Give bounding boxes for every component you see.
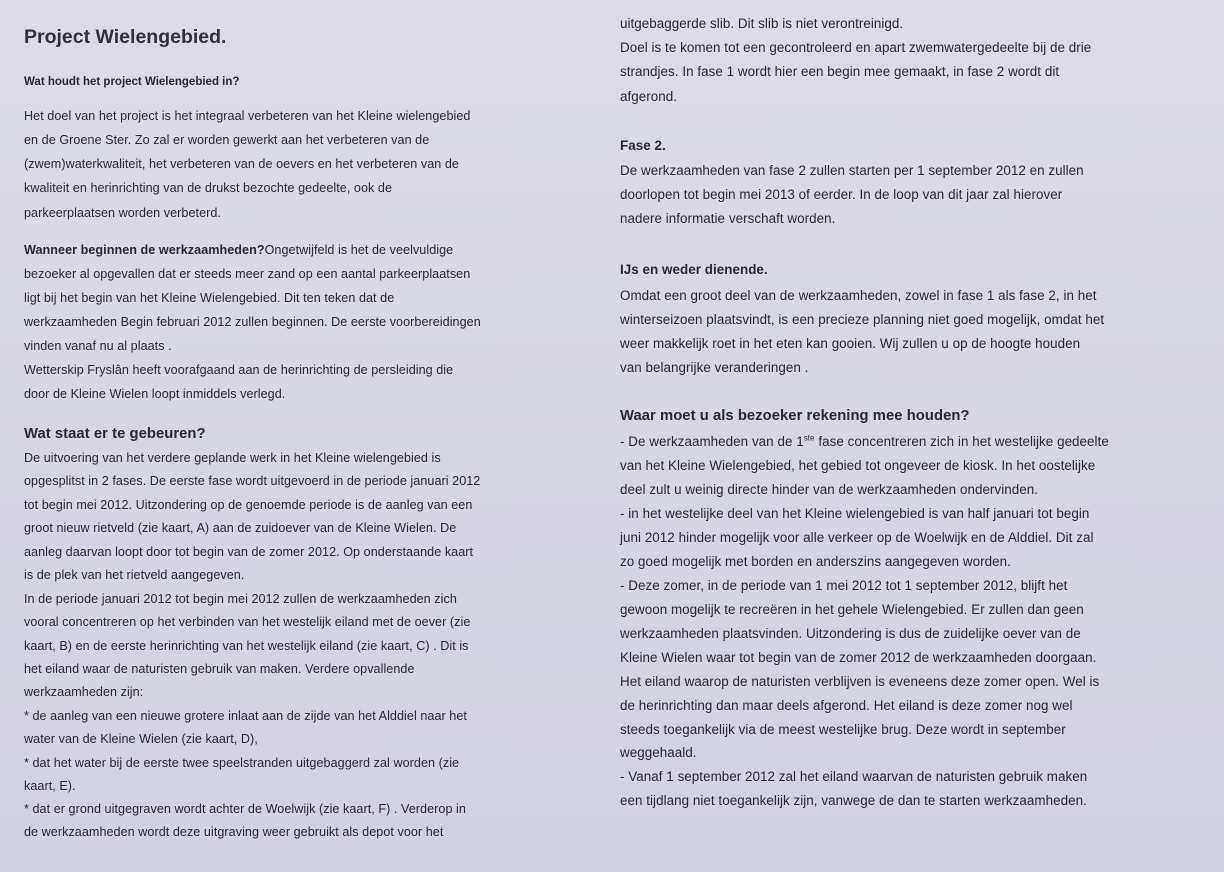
text-line: de werkzaamheden wordt deze uitgraving weer gebruikt als depot voor het — [24, 825, 444, 839]
text-line: kaart, B) en de eerste herinrichting van het westelijk eiland (zie kaart, C) . Dit is — [24, 639, 469, 653]
text-line: Wetterskip Fryslân heeft voorafgaand aan de herinrichting de persleiding die — [24, 363, 454, 377]
text-line: bezoeker al opgevallen dat er steeds meer zand op een aantal parkeerplaatsen — [24, 267, 471, 281]
section-heading-start: Wanneer beginnen de werkzaamheden? — [24, 243, 265, 257]
text-line: vooral concentreren op het verbinden van het westelijk eiland met de oever (zie — [24, 615, 471, 629]
text-line: het eiland waar de naturisten gebruik van maken. Verdere opvallende — [24, 662, 415, 676]
text-line: winterseizoen plaatsvindt, is een precieze planning niet goed mogelijk, omdat het — [620, 312, 1105, 327]
section-heading-fase2: Fase 2. — [620, 138, 666, 153]
text-line: aanleg daarvan loopt door tot begin van de zomer 2012. Op onderstaande kaart — [24, 545, 474, 559]
text-line: juni 2012 hinder mogelijk voor alle verkeer op de Woelwijk en de Alddiel. Dit zal — [620, 530, 1094, 545]
section-heading-weather: IJs en weder dienende. — [620, 262, 768, 277]
list-item: * dat er grond uitgegraven wordt achter de Woelwijk (zie kaart, F) . Verderop in — [24, 802, 466, 816]
text-line: van het Kleine Wielengebied, het gebied tot ongeveer de kiosk. In het oostelijke — [620, 458, 1096, 473]
text-line: De uitvoering van het verdere geplande werk in het Kleine wielengebied is — [24, 451, 441, 465]
text-line: weggehaald. — [620, 745, 697, 760]
list-item: - De werkzaamheden van de 1ste fase concentreren zich in het westelijke gedeelte — [620, 433, 1109, 449]
text-line: kwaliteit en herinrichting van de drukst bezochte gedeelte, ook de — [24, 181, 393, 195]
text-line: Wanneer beginnen de werkzaamheden?Ongetwijfeld is het de veelvuldige — [24, 243, 454, 257]
text-line: door de Kleine Wielen loopt inmiddels verlegd. — [24, 387, 286, 401]
section-heading-project: Wat houdt het project Wielengebied in? — [24, 76, 240, 88]
text-line: Het eiland waarop de naturisten verblijven is eveneens deze zomer open. Wel is — [620, 674, 1100, 689]
text-line: de herinrichting dan maar deels afgerond. Het eiland is deze zomer nog wel — [620, 698, 1073, 713]
section-heading-what: Wat staat er te gebeuren? — [24, 426, 206, 442]
text-line: tot begin mei 2012. Uitzondering op de genoemde periode is de aanleg van een — [24, 498, 473, 512]
list-item: - Deze zomer, in de periode van 1 mei 2012 tot 1 september 2012, blijft het — [620, 578, 1068, 593]
text-line: van belangrijke veranderingen . — [620, 360, 809, 375]
text-line: een tijdlang niet toegankelijk zijn, vanwege de dan te starten werkzaamheden. — [620, 793, 1087, 808]
text-line: afgerond. — [620, 89, 678, 104]
text-line: kaart, E). — [24, 779, 76, 793]
text-line: gewoon mogelijk te recreëren in het gehele Wielengebied. Er zullen dan geen — [620, 602, 1084, 617]
text-line: weer makkelijk roet in het eten kan gooien. Wij zullen u op de hoogte houden — [620, 336, 1081, 351]
text-line: zo goed mogelijk met borden en anderszins aangegeven worden. — [620, 554, 1011, 569]
text-line: ligt bij het begin van het Kleine Wielengebied. Dit ten teken dat de — [24, 291, 395, 305]
text-line: Het doel van het project is het integraal verbeteren van het Kleine wielengebied — [24, 109, 471, 123]
text-line: (zwem)waterkwaliteit, het verbeteren van de oevers en het verbeteren van de — [24, 157, 459, 171]
text-line: opgesplitst in 2 fases. De eerste fase wordt uitgevoerd in de periode januari 2012 — [24, 474, 481, 488]
list-item: - in het westelijke deel van het Kleine wielengebied is van half januari tot begin — [620, 506, 1090, 521]
text-line: doorlopen tot begin mei 2013 of eerder. In de loop van dit jaar zal hierover — [620, 187, 1063, 202]
list-item: * de aanleg van een nieuwe grotere inlaat aan de zijde van het Alddiel naar het — [24, 709, 467, 723]
text-line: strandjes. In fase 1 wordt hier een begin mee gemaakt, in fase 2 wordt dit — [620, 64, 1060, 79]
text-line: nadere informatie verschaft worden. — [620, 211, 836, 226]
text-line: steeds toegankelijk via de meest westelijke brug. Deze wordt in september — [620, 722, 1066, 737]
list-item: - Vanaf 1 september 2012 zal het eiland waarvan de naturisten gebruik maken — [620, 769, 1088, 784]
text-line: groot nieuw rietveld (zie kaart, A) aan de zuidoever van de Kleine Wielen. De — [24, 521, 457, 535]
text-line: is de plek van het rietveld aangegeven. — [24, 568, 245, 582]
text-line: werkzaamheden zijn: — [24, 685, 144, 699]
page-title: Project Wielengebied. — [24, 26, 227, 48]
text-line: deel zult u weinig directe hinder van de werkzaamheden ondervinden. — [620, 482, 1038, 497]
text-line: werkzaamheden Begin februari 2012 zullen beginnen. De eerste voorbereidingen — [24, 315, 481, 329]
text-line: In de periode januari 2012 tot begin mei 2012 zullen de werkzaamheden zich — [24, 592, 457, 606]
list-item: * dat het water bij de eerste twee speelstranden uitgebaggerd zal worden (zie — [24, 756, 460, 770]
text-line: uitgebaggerde slib. Dit slib is niet verontreinigd. — [620, 16, 904, 31]
section-heading-visitor: Waar moet u als bezoeker rekening mee houden? — [620, 408, 970, 424]
text-line: water van de Kleine Wielen (zie kaart, D), — [24, 732, 258, 746]
text-line: Kleine Wielen waar tot begin van de zomer 2012 de werkzaamheden doorgaan. — [620, 650, 1097, 665]
text-line: en de Groene Ster. Zo zal er worden gewerkt aan het verbeteren van de — [24, 133, 430, 147]
text-line: Omdat een groot deel van de werkzaamheden, zowel in fase 1 als fase 2, in het — [620, 288, 1097, 303]
text-line: De werkzaamheden van fase 2 zullen starten per 1 september 2012 en zullen — [620, 163, 1084, 178]
text-line: vinden vanaf nu al plaats . — [24, 339, 172, 353]
text-line: Doel is te komen tot een gecontroleerd en apart zwemwatergedeelte bij de drie — [620, 40, 1092, 55]
text-line: werkzaamheden plaatsvinden. Uitzondering is dus de zuidelijke oever van de — [620, 626, 1081, 641]
text-line: parkeerplaatsen worden verbeterd. — [24, 206, 221, 220]
